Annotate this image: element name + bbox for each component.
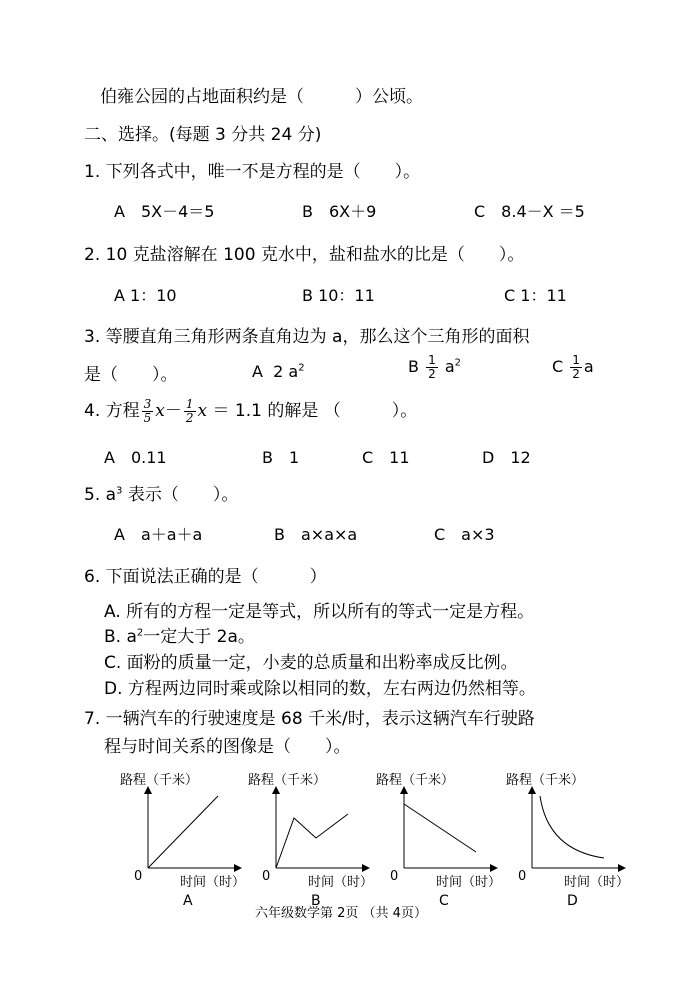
q6-stem: 6. 下面说法正确的是（ ）: [84, 567, 327, 587]
q4-option-c: C 11: [362, 448, 410, 467]
q3-option-c: C $\frac{1}{2}$ a: [552, 353, 594, 381]
q5-option-a: A a＋a＋a: [114, 525, 203, 544]
q4-option-d: D 12: [482, 448, 531, 467]
section-title: 二、选择。(每题 3 分共 24 分): [84, 125, 322, 145]
graph-b-line: [276, 814, 348, 868]
graph-b-letter: B: [311, 893, 321, 909]
graph-a-xlabel: 时间（时）: [180, 875, 246, 890]
fraction-one-half: $\frac{1}{2}$: [572, 353, 580, 381]
q6-option-b: B. $a^2$一定大于 2a。: [104, 627, 255, 647]
q5-option-c: C a×3: [434, 525, 495, 544]
fraction-three-fifths: $\frac{3}{5}$: [143, 396, 152, 425]
graph-a: [120, 772, 245, 909]
graph-c-line: [404, 804, 476, 852]
q2-stem: 2. 10 克盐溶解在 100 克水中，盐和盐水的比是（ ）。: [84, 245, 525, 265]
q4-stem: 4. 方程 $\frac{3}{5}$ x－ $\frac{1}{2}$ x ＝ 1.1 的解是 （ ）。: [84, 396, 418, 425]
fraction-one-half: $\frac{1}{2}$: [185, 396, 194, 425]
q6-option-a: A. 所有的方程一定是等式，所以所有的等式一定是方程。: [104, 602, 535, 622]
graph-b-xlabel: 时间（时）: [308, 875, 374, 890]
question-line-top: 伯雍公园的占地面积约是（ ）公顷。: [100, 87, 423, 107]
graph-c-origin: 0: [390, 869, 399, 884]
fraction-one-half: $\frac{1}{2}$: [428, 353, 436, 381]
q2-option-c: C 1：11: [504, 286, 567, 305]
q7-graphs: [0, 760, 696, 920]
q3-option-a: A 2 $a^2$: [252, 362, 305, 381]
q6-option-d: D. 方程两边同时乘或除以相同的数，左右两边仍然相等。: [104, 679, 536, 699]
q7-stem-line1: 7. 一辆汽车的行驶速度是 68 千米/时，表示这辆汽车行驶路: [84, 709, 535, 729]
q2-option-b: B 10：11: [302, 286, 375, 305]
graph-b: [248, 772, 373, 909]
q4-option-b: B 1: [262, 448, 300, 467]
q2-option-a: A 1：10: [114, 286, 177, 305]
graph-c-xlabel: 时间（时）: [436, 875, 502, 890]
q4-option-a: A 0.11: [104, 448, 167, 467]
q7-stem-line2: 程与时间关系的图像是（ ）。: [104, 737, 351, 757]
q5-stem: 5. $a^3$ 表示（ ）。: [84, 485, 239, 505]
q3-stem-line1: 3. 等腰直角三角形两条直角边为 a，那么这个三角形的面积: [84, 327, 530, 347]
graph-b-origin: 0: [262, 869, 271, 884]
graph-a-origin: 0: [134, 869, 143, 884]
q6-option-c: C. 面粉的质量一定，小麦的总质量和出粉率成反比例。: [104, 653, 518, 673]
graph-d-origin: 0: [518, 869, 527, 884]
q1-option-c: C 8.4－X ＝5: [474, 202, 585, 221]
graph-d-ylabel: 路程（千米）: [506, 773, 585, 788]
q3-stem-line2: 是（ ）。: [84, 365, 178, 385]
graph-c-ylabel: 路程（千米）: [376, 773, 455, 788]
graph-d-xlabel: 时间（时）: [564, 875, 630, 890]
graph-d-letter: D: [567, 893, 578, 909]
q3-option-b: B $\frac{1}{2}$ $a^2$: [408, 353, 461, 381]
graph-a-line: [148, 796, 218, 868]
graph-d: [506, 772, 629, 909]
graph-a-letter: A: [183, 893, 193, 909]
q1-stem: 1. 下列各式中，唯一不是方程的是（ ）。: [84, 162, 421, 182]
q1-option-b: B 6X＋9: [302, 202, 377, 221]
graph-d-curve: [540, 796, 604, 858]
q5-option-b: B a×a×a: [274, 525, 358, 544]
graph-b-ylabel: 路程（千米）: [248, 773, 327, 788]
graph-c-letter: C: [439, 893, 449, 909]
graph-a-ylabel: 路程（千米）: [120, 773, 199, 788]
graph-c: [376, 772, 501, 909]
page-footer: 六年级数学第 2页 （共 4页）: [255, 906, 427, 921]
q1-option-a: A 5X－4＝5: [114, 202, 215, 221]
